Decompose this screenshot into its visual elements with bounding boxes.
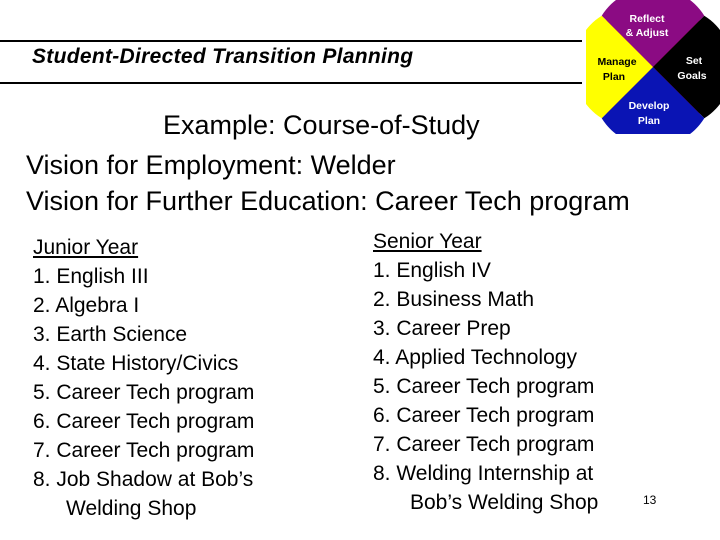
- junior-year-list: [33, 233, 254, 523]
- list-item: 5. Career Tech program: [33, 381, 255, 404]
- vision-education: Vision for Further Education: Career Tech program: [26, 186, 630, 216]
- logo-label-reflect-1: Reflect: [629, 13, 665, 25]
- logo-label-develop-2: Plan: [637, 115, 661, 127]
- senior-year-list: [373, 227, 598, 517]
- list-item: 2. Algebra I: [33, 294, 140, 317]
- page-title: Student-Directed Transition Planning: [32, 45, 414, 68]
- header-rule-top: [0, 40, 582, 42]
- junior-year-heading: Junior Year: [33, 236, 139, 259]
- list-item: 8. Welding Internship at: [373, 462, 594, 485]
- list-item: 6. Career Tech program: [373, 404, 595, 427]
- logo-label-reflect-2: & Adjust: [625, 27, 669, 39]
- list-item-continuation: Welding Shop: [66, 497, 197, 520]
- transition-cycle-logo: [586, 0, 720, 134]
- list-item: 4. State History/Civics: [33, 352, 239, 375]
- logo-label-manage-1: Manage: [597, 56, 637, 68]
- list-item: 6. Career Tech program: [33, 410, 255, 433]
- logo-label-set-1: Set: [685, 55, 703, 67]
- vision-employment: Vision for Employment: Welder: [26, 150, 396, 180]
- header-rule-bottom: [0, 82, 582, 84]
- list-item: 5. Career Tech program: [373, 375, 595, 398]
- list-item: 1. English IV: [373, 259, 491, 282]
- list-item: 3. Career Prep: [373, 317, 511, 340]
- logo-label-develop-1: Develop: [628, 100, 670, 112]
- logo-label-set-2: Goals: [677, 70, 707, 82]
- list-item-continuation: Bob’s Welding Shop: [410, 491, 599, 514]
- slide-subtitle: Example: Course-of-Study: [163, 110, 480, 140]
- list-item: 4. Applied Technology: [373, 346, 577, 369]
- logo-label-manage-2: Plan: [602, 71, 626, 83]
- list-item: 8. Job Shadow at Bob’s: [33, 468, 254, 491]
- list-item: 7. Career Tech program: [373, 433, 595, 456]
- list-item: 2. Business Math: [373, 288, 535, 311]
- list-item: 7. Career Tech program: [33, 439, 255, 462]
- list-item: 3. Earth Science: [33, 323, 188, 346]
- list-item: 1. English III: [33, 265, 149, 288]
- senior-year-heading: Senior Year: [373, 230, 482, 253]
- page-number: 13: [643, 493, 657, 507]
